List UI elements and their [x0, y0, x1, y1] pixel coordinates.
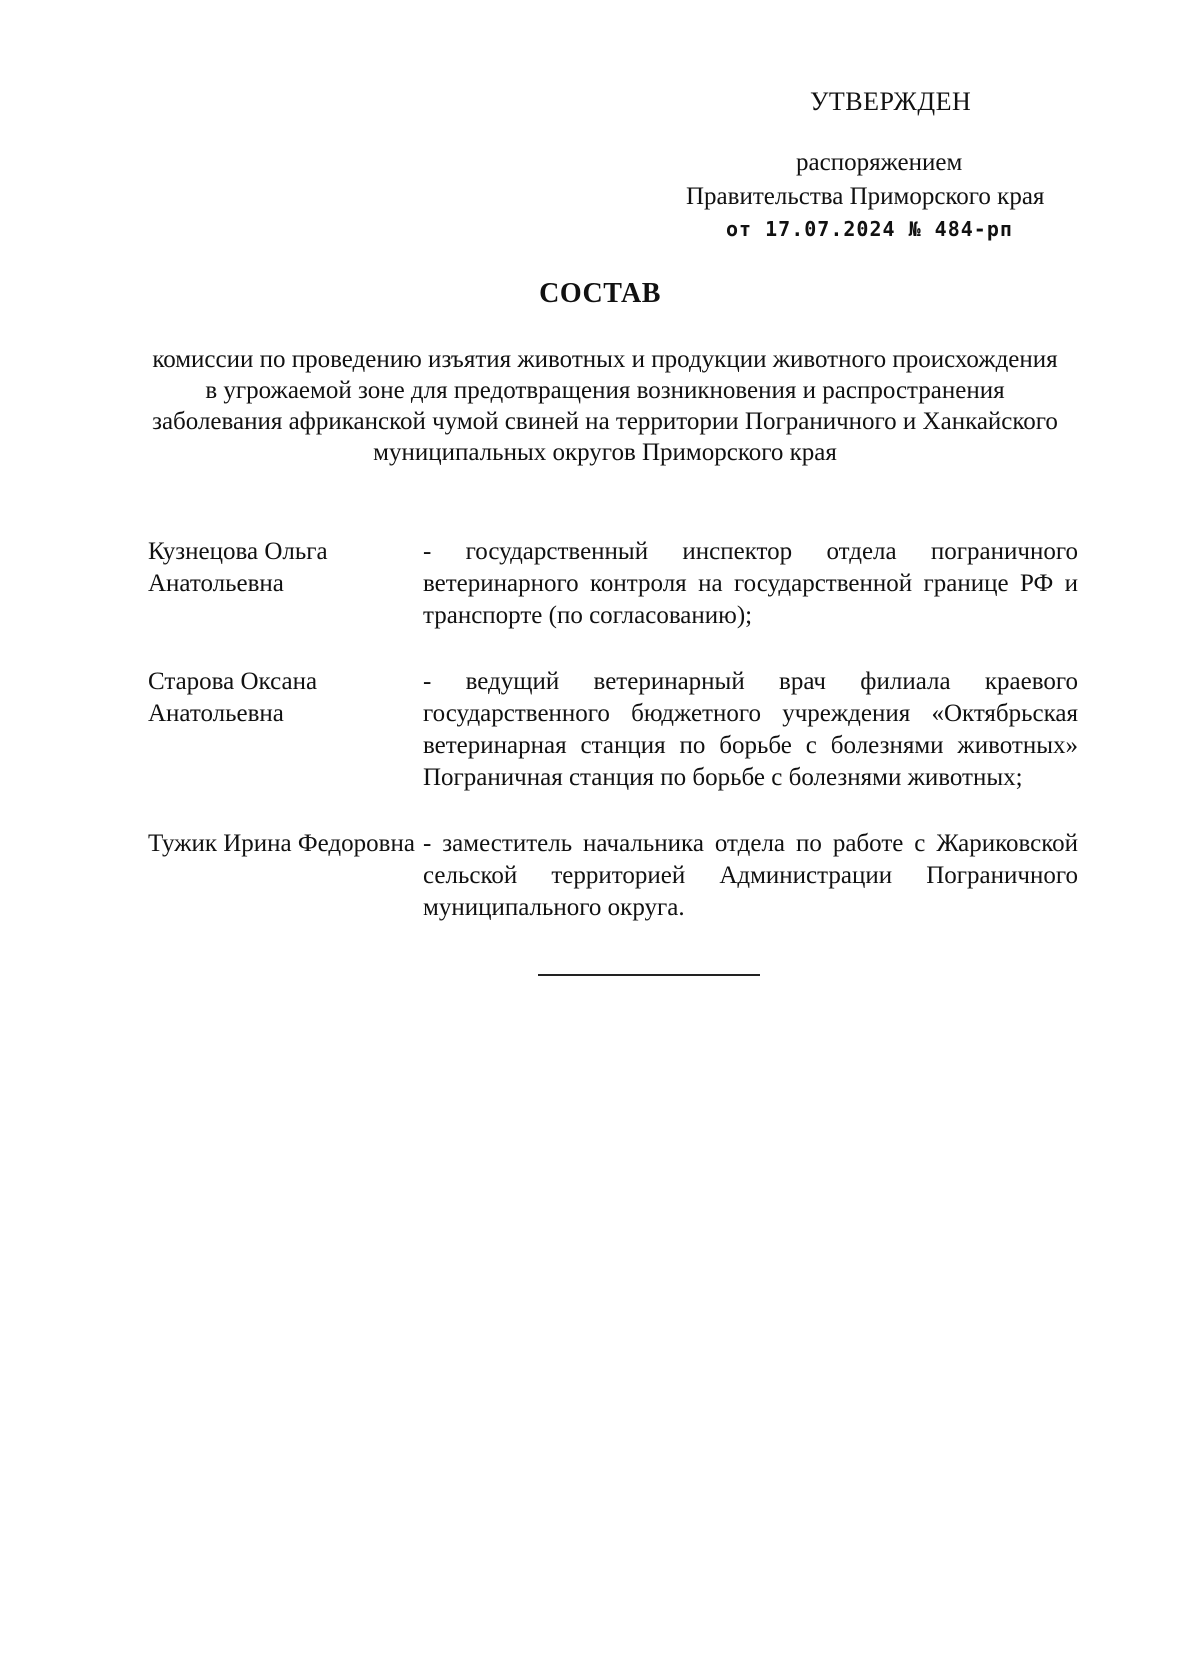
- member-entry: [148, 666, 1078, 794]
- approval-block: [686, 86, 1110, 244]
- approved-heading: УТВЕРЖДЕН: [810, 87, 972, 116]
- member-entry: [148, 828, 1078, 924]
- closing-divider: [538, 974, 760, 976]
- document-subtitle: комиссии по проведению изъятия животных и продукции животного происхождения в угрожаемой зоне для предотвращения возникновения и распространения заболевания африканской чумой свиней на территории Пограничного и Ханкайского муниципальных округов Приморского края: [152, 346, 1058, 466]
- member-name: Старова Оксана Анатольевна: [148, 668, 318, 727]
- member-role: - государственный инспектор отдела пограничного ветеринарного контроля на государственной границе РФ и транспорте (по согласованию);: [423, 538, 1078, 629]
- registration-line: от 17.07.2024 № 484-рп: [726, 217, 1013, 241]
- government-text: Правительства Приморского края: [686, 183, 1045, 210]
- member-role: - заместитель начальника отдела по работе с Жариковской сельской территорией Администрации Пограничного муниципального округа.: [423, 830, 1078, 921]
- member-role: - ведущий ветеринарный врач филиала краевого государственного бюджетного учреждения «Октябрьская ветеринарная станция по борьбе с болезнями животных» Пограничная станция по борьбе с болезнями животных;: [423, 668, 1078, 791]
- members-list: [148, 536, 1078, 958]
- member-name: Кузнецова Ольга Анатольевна: [148, 538, 328, 597]
- by-order-text: распоряжением: [796, 149, 963, 176]
- document-title: СОСТАВ: [539, 278, 661, 309]
- member-name: Тужик Ирина Федоровна: [148, 830, 415, 857]
- member-entry: [148, 536, 1078, 632]
